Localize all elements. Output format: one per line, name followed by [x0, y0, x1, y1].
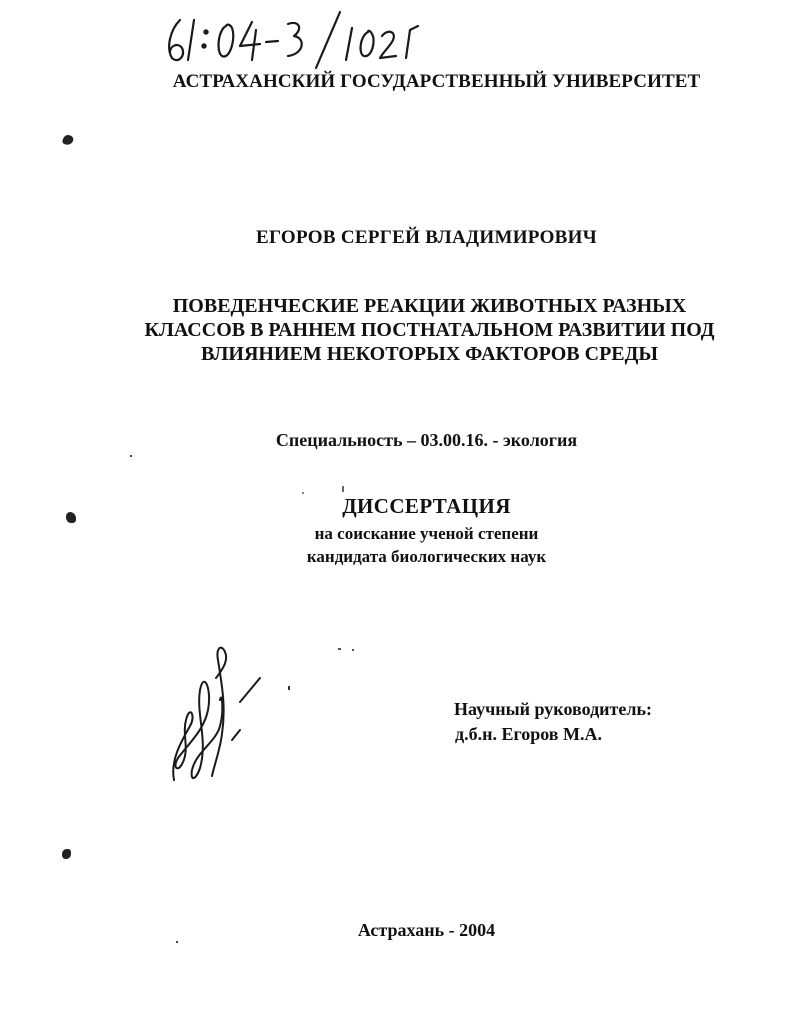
- scan-speck: [62, 134, 75, 147]
- document-type-heading: ДИССЕРТАЦИЯ: [342, 494, 511, 518]
- author-name: ЕГОРОВ СЕРГЕЙ ВЛАДИМИРОВИЧ: [256, 227, 597, 248]
- signature: [160, 630, 300, 790]
- dissertation-title: [33, 294, 793, 366]
- specialty: Специальность – 03.00.16. - экология: [275, 430, 578, 450]
- title-line: ПОВЕДЕНЧЕСКИЕ РЕАКЦИИ ЖИВОТНЫХ РАЗНЫХ: [172, 295, 687, 317]
- advisor-name: д.б.н. Егоров М.А.: [455, 724, 602, 744]
- degree-line: на соискание ученой степени: [314, 524, 539, 543]
- scan-speck: [130, 455, 132, 457]
- scan-speck: [288, 686, 290, 690]
- advisor-label: Научный руководитель:: [454, 699, 652, 719]
- university-name: АСТРАХАНСКИЙ ГОСУДАРСТВЕННЫЙ УНИВЕРСИТЕТ: [172, 71, 701, 92]
- scan-speck: [302, 492, 304, 494]
- degree-line: кандидата биологических наук: [306, 547, 547, 566]
- title-line: КЛАССОВ В РАННЕМ ПОСТНАТАЛЬНОМ РАЗВИТИИ ПОД: [144, 319, 715, 341]
- degree-description: [30, 522, 793, 568]
- scan-speck: [338, 648, 341, 650]
- scan-speck: [352, 649, 354, 651]
- scan-speck: [342, 486, 344, 492]
- scan-speck: [176, 941, 178, 943]
- scientific-advisor: [454, 697, 652, 747]
- title-line: ВЛИЯНИЕМ НЕКОТОРЫХ ФАКТОРОВ СРЕДЫ: [200, 343, 659, 365]
- city-year: Астрахань - 2004: [357, 920, 496, 940]
- scan-speck: [66, 512, 76, 523]
- handwritten-archive-code: [160, 8, 460, 70]
- scan-speck: [62, 849, 71, 859]
